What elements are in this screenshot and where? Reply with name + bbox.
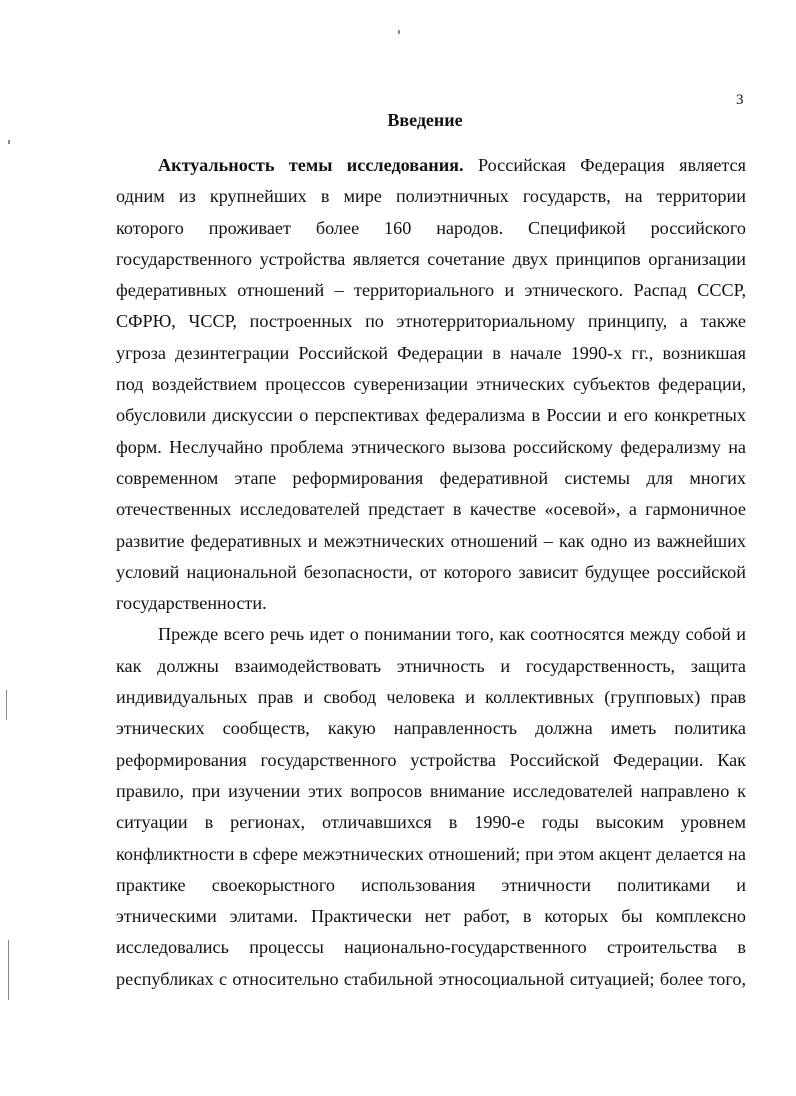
- paragraph-line: исследовались процессы национально-государственного строительства в: [116, 937, 746, 958]
- paragraph-line: отечественных исследователей предстает в качестве «осевой», а гармоничное: [116, 499, 746, 520]
- paragraph-line: развитие федеративных и межэтнических отношений – как одно из важнейших: [116, 530, 746, 551]
- paragraph-line: [116, 150, 746, 181]
- paragraph-line: условий национальной безопасности, от которого зависит будущее российской: [116, 561, 746, 582]
- paragraph-line: современном этапе реформирования федеративной системы для многих: [116, 467, 746, 488]
- paragraph-line: правило, при изучении этих вопросов внимание исследователей направлено к: [116, 780, 746, 801]
- paragraph-line: этнических сообществ, какую направленность должна иметь политика: [116, 718, 746, 739]
- paragraph-line: практике своекорыстного использования этничности политиками и: [116, 874, 746, 895]
- page-number: 3: [736, 92, 744, 108]
- paragraph-line: конфликтности в сфере межэтнических отношений; при этом акцент делается на: [116, 843, 746, 864]
- paragraph-line: СФРЮ, ЧССР, построенных по этнотерриториальному принципу, а также: [116, 311, 746, 332]
- paragraph-line: одним из крупнейших в мире полиэтничных государств, на территории: [116, 186, 746, 207]
- paragraph-line: как должны взаимодействовать этничность и государственность, защита: [116, 655, 746, 676]
- paragraph-line: индивидуальных прав и свобод человека и коллективных (групповых) прав: [116, 687, 746, 708]
- paragraph-line: государственности.: [116, 593, 267, 614]
- paragraph-line: под воздействием процессов суверенизации этнических субъектов федерации,: [116, 374, 746, 395]
- paragraph-line: государственного устройства является сочетание двух принципов организации: [116, 248, 746, 269]
- paragraph-line: форм. Неслучайно проблема этнического вызова российскому федерализму на: [116, 436, 746, 457]
- paragraph-line: обусловили дискуссии о перспективах федерализма в России и его конкретных: [116, 405, 746, 426]
- paragraph-line: федеративных отношений – территориального и этнического. Распад СССР,: [116, 280, 746, 301]
- paragraph-line: которого проживает более 160 народов. Спецификой российского: [116, 217, 746, 238]
- paragraph-line: угроза дезинтеграции Российской Федерации в начале 1990-х гг., возникшая: [116, 342, 746, 363]
- document-body: [116, 150, 746, 995]
- paragraph-line: этническими элитами. Практически нет работ, в которых бы комплексно: [116, 906, 746, 927]
- paragraph-line: ситуации в регионах, отличавшихся в 1990-е годы высоким уровнем: [116, 812, 746, 833]
- paragraph-line: реформирования государственного устройства Российской Федерации. Как: [116, 749, 746, 770]
- paragraph-line: республиках с относительно стабильной этносоциальной ситуацией; более того,: [116, 968, 746, 989]
- line-text: Российская Федерация является: [477, 155, 746, 175]
- paragraph-line: Прежде всего речь идет о понимании того, как соотносятся между собой и: [158, 624, 746, 645]
- lead-phrase: Актуальность темы исследования.: [158, 155, 464, 175]
- page-title: Введение: [387, 110, 463, 130]
